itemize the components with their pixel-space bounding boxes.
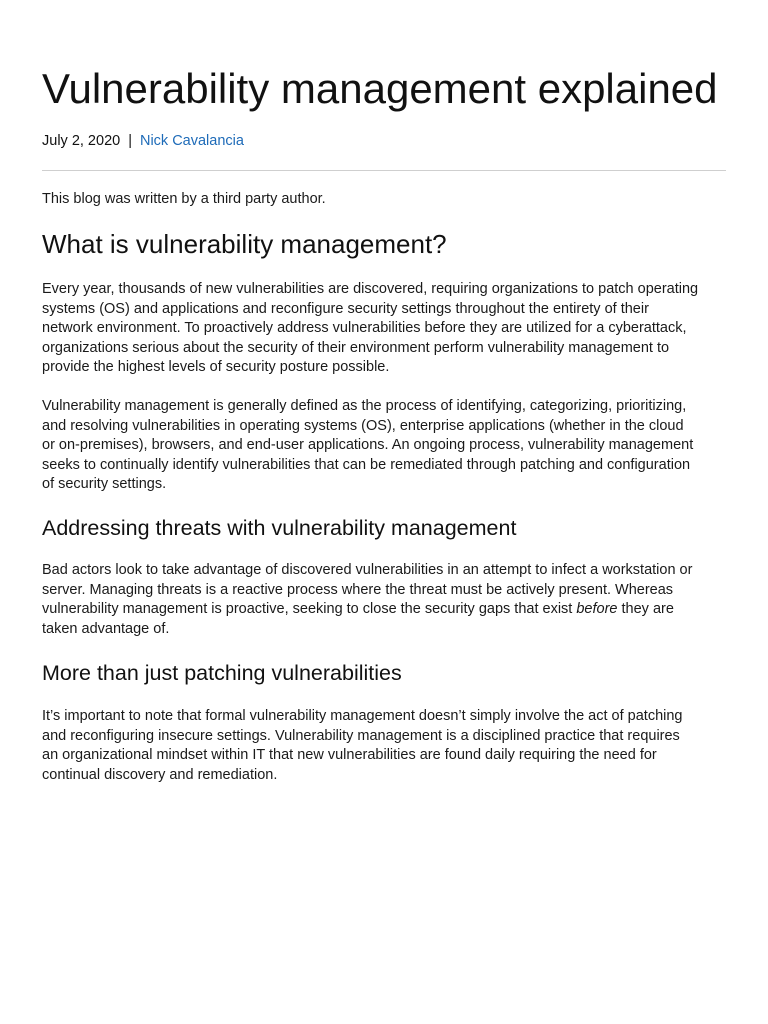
text-line: seeks to continually identify vulnerabilities that can be remediated through patching and configuration — [42, 456, 691, 473]
meta-separator: | — [128, 133, 132, 149]
text-line: organizations serious about the security of their environment perform vulnerability management to — [42, 339, 670, 356]
paragraph-more-than-patching — [42, 707, 732, 785]
text-line — [42, 600, 732, 620]
text-line: or on-premises), browsers, and end-user applications. An ongoing process, vulnerability management — [42, 437, 694, 453]
section-heading-more-than-patching: More than just patching vulnerabilities — [42, 661, 402, 685]
text-line: of security settings. — [42, 476, 167, 492]
text-line: and reconfiguring insecure settings. Vulnerability management is a disciplined practice that requires — [42, 727, 680, 744]
text-line: taken advantage of. — [42, 620, 170, 637]
text-line: and resolving vulnerabilities in operating systems (OS), enterprise applications (whether in the cloud — [42, 417, 684, 434]
section-heading-addressing-threats: Addressing threats with vulnerability management — [42, 516, 517, 540]
paragraph-addressing-threats — [42, 561, 732, 639]
intro-note: This blog was written by a third party author. — [42, 191, 326, 207]
text-line: server. Managing threats is a reactive process where the threat must be actively present. Whereas — [42, 581, 674, 598]
text-line: systems (OS) and applications and reconfigure security settings throughout the entirety of their — [42, 300, 649, 317]
section-heading-what-is: What is vulnerability management? — [42, 229, 447, 259]
text-line: provide the highest levels of security posture possible. — [42, 359, 390, 375]
paragraph-what-is-1 — [42, 280, 732, 378]
text-line: network environment. To proactively address vulnerabilities before they are utilized for a cyberattack, — [42, 320, 687, 336]
text-line: continual discovery and remediation. — [42, 766, 278, 783]
publish-date: July 2, 2020 — [42, 133, 121, 149]
author-link[interactable]: Nick Cavalancia — [139, 133, 244, 149]
emphasis-before: before — [576, 601, 618, 617]
text-fragment: they are — [617, 601, 674, 617]
text-line: It’s important to note that formal vulnerability management doesn’t simply involve the act of patching — [42, 708, 683, 724]
text-fragment: vulnerability management is proactive, seeking to close the security gaps that exist — [42, 601, 573, 617]
paragraph-what-is-2 — [42, 397, 732, 495]
header-divider — [42, 170, 726, 171]
text-line: Every year, thousands of new vulnerabilities are discovered, requiring organizations to patch operating — [42, 281, 699, 297]
text-line: Vulnerability management is generally defined as the process of identifying, categorizing, prioritizing, — [42, 398, 687, 414]
article-meta — [42, 131, 244, 151]
article-title: Vulnerability management explained — [42, 65, 718, 112]
text-line: an organizational mindset within IT that new vulnerabilities are found daily requiring the need for — [42, 747, 657, 763]
text-line: Bad actors look to take advantage of discovered vulnerabilities in an attempt to infect a workstation or — [42, 562, 693, 578]
